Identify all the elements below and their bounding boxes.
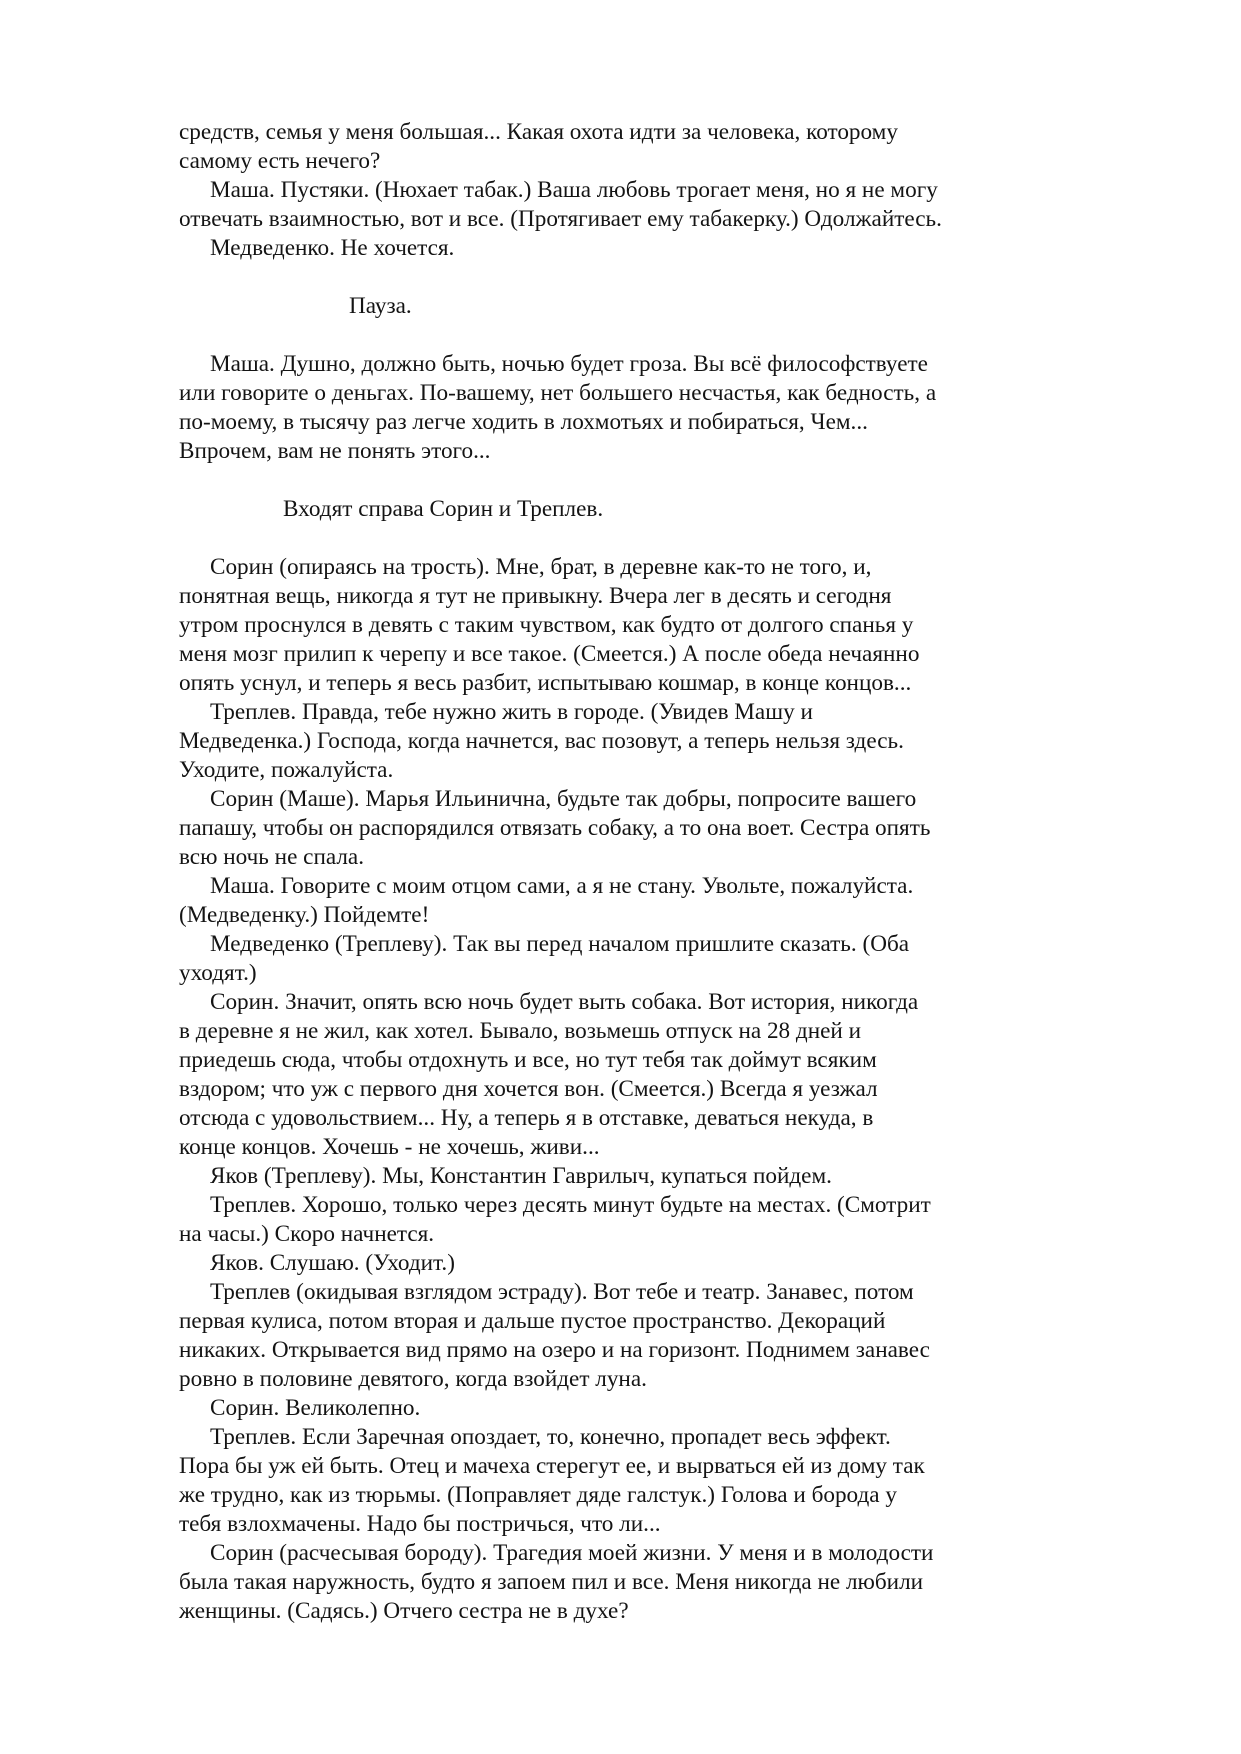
- text-line: средств, семья у меня большая... Какая охота идти за человека, которому: [179, 119, 898, 145]
- text-line: отвечать взаимностью, вот и все. (Протягивает ему табакерку.) Одолжайтесь.: [179, 206, 942, 232]
- text-line: Маша. Душно, должно быть, ночью будет гроза. Вы всё философствуете: [210, 351, 928, 377]
- text-line: Уходите, пожалуйста.: [179, 757, 394, 783]
- speech-paragraph: [179, 1191, 1031, 1249]
- text-line: Медведенка.) Господа, когда начнется, вас позовут, а теперь нельзя здесь.: [179, 728, 904, 754]
- speech-paragraph: [179, 1423, 1031, 1539]
- blank-line: [179, 321, 1031, 350]
- speech-paragraph: [179, 118, 1031, 176]
- text-line: (Медведенку.) Пойдемте!: [179, 902, 430, 928]
- text-line: по-моему, в тысячу раз легче ходить в лохмотьях и побираться, Чем...: [179, 409, 868, 435]
- text-line: Яков. Слушаю. (Уходит.): [210, 1250, 455, 1276]
- text-line: Треплев. Хорошо, только через десять минут будьте на местах. (Смотрит: [210, 1192, 931, 1218]
- text-line: Пора бы уж ей быть. Отец и мачеха стерегут ее, и вырваться ей из дому так: [179, 1453, 925, 1479]
- text-line: женщины. (Садясь.) Отчего сестра не в духе?: [179, 1598, 629, 1624]
- document-page: [179, 118, 1031, 1626]
- text-line: вздором; что уж с первого дня хочется вон. (Смеется.) Всегда я уезжал: [179, 1076, 878, 1102]
- speech-paragraph: [179, 988, 1031, 1162]
- stage-direction: Входят справа Сорин и Треплев.: [283, 496, 604, 522]
- text-line: Сорин. Великолепно.: [210, 1395, 421, 1421]
- stage-direction: Пауза.: [349, 293, 412, 319]
- text-line: отсюда с удовольствием... Ну, а теперь я в отставке, деваться некуда, в: [179, 1105, 874, 1131]
- speech-paragraph: [179, 785, 1031, 872]
- text-line: конце концов. Хочешь - не хочешь, живи...: [179, 1134, 600, 1160]
- speech-paragraph: [179, 350, 1031, 466]
- text-line: Треплев. Если Заречная опоздает, то, конечно, пропадет весь эффект.: [210, 1424, 891, 1450]
- text-line: Маша. Пустяки. (Нюхает табак.) Ваша любовь трогает меня, но я не могу: [210, 177, 938, 203]
- text-line: Сорин. Значит, опять всю ночь будет выть собака. Вот история, никогда: [210, 989, 919, 1015]
- text-line: Медведенко. Не хочется.: [210, 235, 455, 261]
- text-line: Маша. Говорите с моим отцом сами, а я не стану. Увольте, пожалуйста.: [210, 873, 914, 899]
- text-line: была такая наружность, будто я запоем пил и все. Меня никогда не любили: [179, 1569, 924, 1595]
- text-line: тебя взлохмачены. Надо бы постричься, что ли...: [179, 1511, 661, 1537]
- text-line: ровно в половине девятого, когда взойдет луна.: [179, 1366, 647, 1392]
- speech-paragraph: [179, 1394, 1031, 1423]
- text-line: всю ночь не спала.: [179, 844, 365, 870]
- speech-paragraph: [179, 553, 1031, 698]
- text-line: уходят.): [179, 960, 257, 986]
- text-line: на часы.) Скоро начнется.: [179, 1221, 435, 1247]
- text-line: самому есть нечего?: [179, 148, 381, 174]
- text-line: утром проснулся в девять с таким чувством, как будто от долгого спанья у: [179, 612, 914, 638]
- text-line: Треплев (окидывая взглядом эстраду). Вот тебе и театр. Занавес, потом: [210, 1279, 914, 1305]
- text-line: Яков (Треплеву). Мы, Константин Гаврилыч, купаться пойдем.: [210, 1163, 832, 1189]
- text-line: папашу, чтобы он распорядился отвязать собаку, а то она воет. Сестра опять: [179, 815, 931, 841]
- speech-paragraph: [179, 1162, 1031, 1191]
- text-line: опять уснул, и теперь я весь разбит, испытываю кошмар, в конце концов...: [179, 670, 912, 696]
- text-line: Сорин (расчесывая бороду). Трагедия моей жизни. У меня и в молодости: [210, 1540, 934, 1566]
- speech-paragraph: [179, 1539, 1031, 1626]
- text-line: или говорите о деньгах. По-вашему, нет большего несчастья, как бедность, а: [179, 380, 937, 406]
- text-line: понятная вещь, никогда я тут не привыкну. Вчера лег в десять и сегодня: [179, 583, 892, 609]
- text-line: первая кулиса, потом вторая и дальше пустое пространство. Декораций: [179, 1308, 886, 1334]
- text-line: же трудно, как из тюрьмы. (Поправляет дяде галстук.) Голова и борода у: [179, 1482, 897, 1508]
- speech-paragraph: [179, 1278, 1031, 1394]
- text-line: в деревне я не жил, как хотел. Бывало, возьмешь отпуск на 28 дней и: [179, 1018, 862, 1044]
- text-line: приедешь сюда, чтобы отдохнуть и все, но тут тебя так доймут всяким: [179, 1047, 877, 1073]
- blank-line: [179, 263, 1031, 292]
- speech-paragraph: [179, 1249, 1031, 1278]
- text-line: Треплев. Правда, тебе нужно жить в городе. (Увидев Машу и: [210, 699, 813, 725]
- text-line: Впрочем, вам не понять этого...: [179, 438, 491, 464]
- text-line: меня мозг прилип к черепу и все такое. (Смеется.) А после обеда нечаянно: [179, 641, 920, 667]
- blank-line: [179, 466, 1031, 495]
- text-line: Сорин (опираясь на трость). Мне, брат, в деревне как-то не того, и,: [210, 554, 872, 580]
- speech-paragraph: [179, 698, 1031, 785]
- speech-paragraph: [179, 872, 1031, 930]
- text-line: никаких. Открывается вид прямо на озеро и на горизонт. Поднимем занавес: [179, 1337, 930, 1363]
- speech-paragraph: [179, 234, 1031, 263]
- text-line: Сорин (Маше). Марья Ильинична, будьте так добры, попросите вашего: [210, 786, 917, 812]
- speech-paragraph: [179, 176, 1031, 234]
- text-line: Медведенко (Треплеву). Так вы перед началом пришлите сказать. (Оба: [210, 931, 910, 957]
- blank-line: [179, 524, 1031, 553]
- speech-paragraph: [179, 930, 1031, 988]
